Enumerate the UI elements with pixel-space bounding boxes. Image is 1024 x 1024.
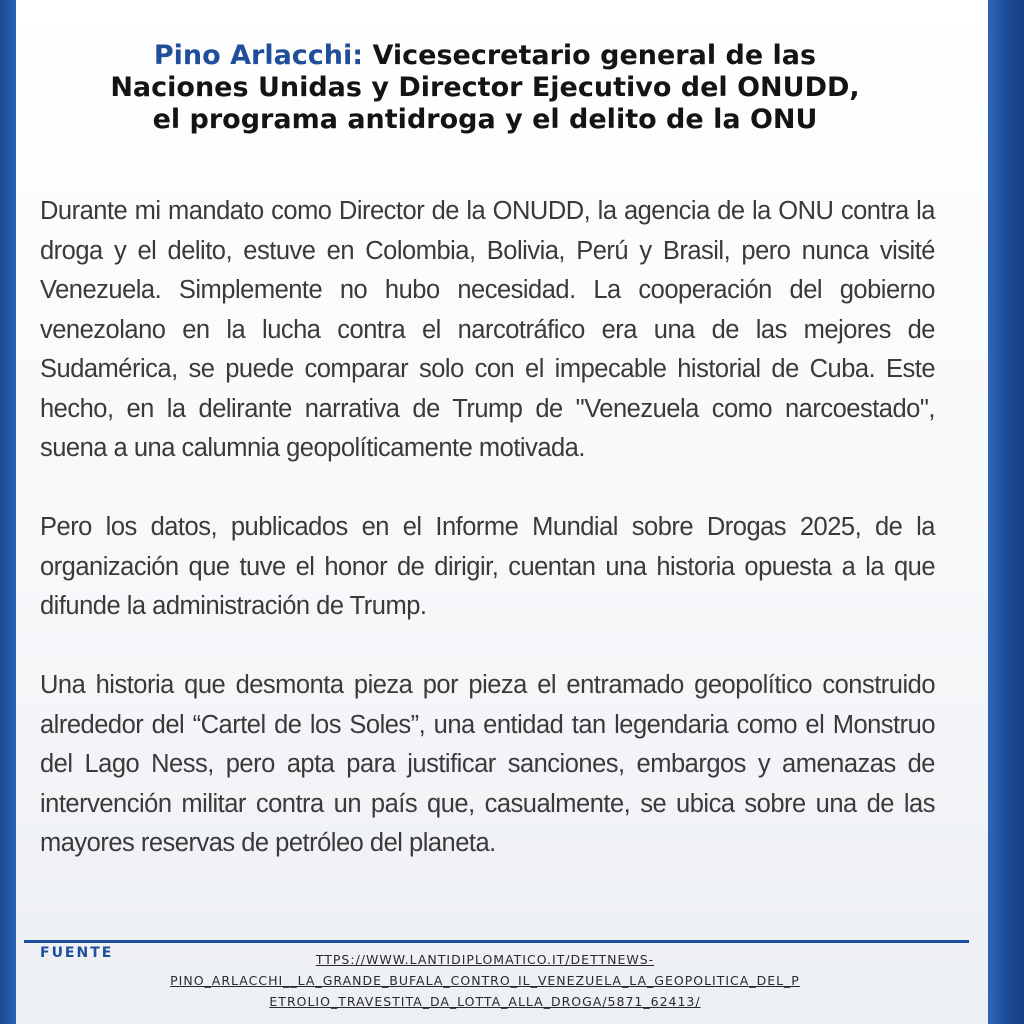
title-name: Pino Arlacchi: bbox=[153, 40, 364, 71]
source-label: FUENTE bbox=[40, 945, 114, 961]
title-line1-rest: Vicesecretario general de las bbox=[363, 40, 817, 71]
source-url-line2: PINO_ARLACCHI__LA_GRANDE_BUFALA_CONTRO_IL_VENEZUELA_LA_GEOPOLITICA_DEL_P bbox=[170, 973, 800, 988]
title-line3: el programa antidroga y el delito de la ONU bbox=[152, 104, 818, 135]
source-divider bbox=[24, 940, 969, 943]
source-url-line1: TTPS://WWW.LANTIDIPLOMATICO.IT/DETTNEWS- bbox=[315, 952, 655, 967]
source-url-link[interactable] bbox=[110, 949, 860, 1012]
left-frame-border bbox=[0, 0, 16, 1024]
paragraph-2: Pero los datos, publicados en el Informe Mundial sobre Drogas 2025, de la organización que tuve el honor de dirigir, cuentan una historia opuesta a la que difunde la administración de Trump. bbox=[40, 513, 935, 620]
paragraph-3: Una historia que desmonta pieza por pieza el entramado geopolítico construido alrededor del “Cartel de los Soles”, una entidad tan legendaria como el Monstruo del Lago Ness, pero apta para justificar sanciones, embargos y amenazas de intervención militar contra un país que, casualmente, se ubica sobre una de las mayores reservas de petróleo del planeta. bbox=[40, 671, 935, 857]
right-frame-border bbox=[988, 0, 1024, 1024]
title-line2: Naciones Unidas y Director Ejecutivo del ONUDD, bbox=[110, 72, 860, 103]
page-title bbox=[60, 40, 910, 136]
source-url-line3: ETROLIO_TRAVESTITA_DA_LOTTA_ALLA_DROGA/5871_62413/ bbox=[269, 994, 701, 1009]
paragraph-1: Durante mi mandato como Director de la ONUDD, la agencia de la ONU contra la droga y el delito, estuve en Colombia, Bolivia, Perú y Brasil, pero nunca visité Venezuela. Simplemente no hubo necesidad. La cooperación del gobierno venezolano en la lucha contra el narcotráfico era una de las mejores de Sudamérica, se puede comparar solo con el impecable historial de Cuba. Este hecho, en la delirante narrativa de Trump de "Venezuela como narcoestado", suena a una calumnia geopolíticamente motivada. bbox=[40, 197, 935, 462]
article-body bbox=[40, 192, 935, 903]
